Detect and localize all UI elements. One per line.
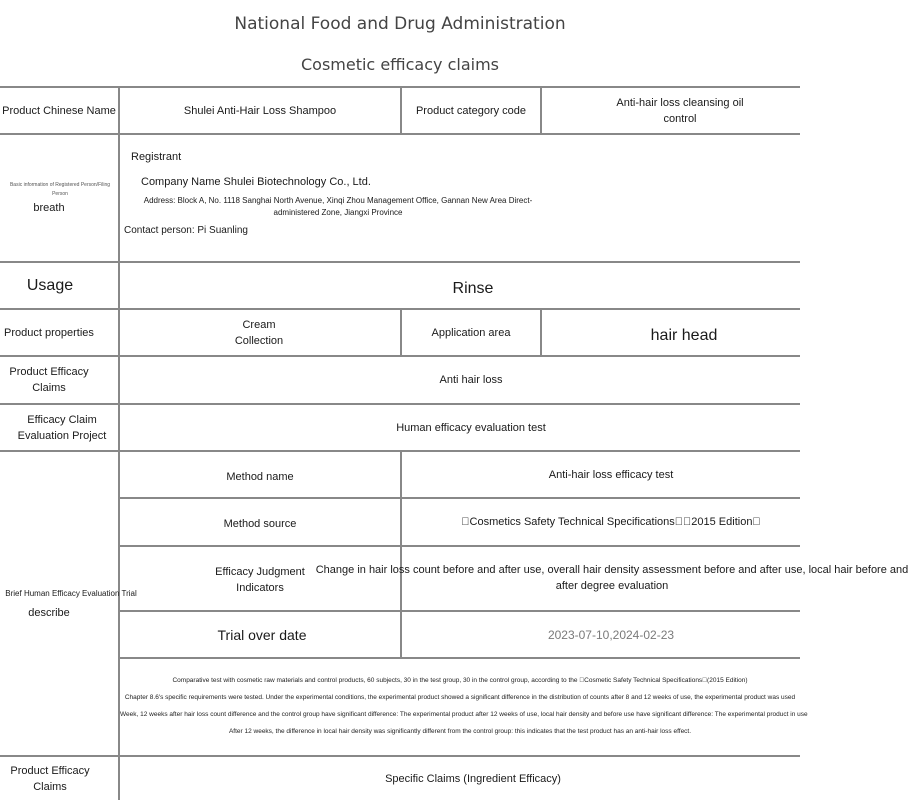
product-category-code-value: Anti-hair loss cleansing oil control (616, 96, 744, 125)
product-category-code-label: Product category code (415, 104, 527, 117)
specific-claims-value: Specific Claims (Ingredient Efficacy) (385, 772, 561, 785)
method-name-label: Method name (226, 470, 294, 483)
description-line: Comparative test with cosmetic raw materials and control products, 60 subjects, 30 in the test group, 30 in the control group, according to the  Cosmetic Safety Technical Specifications (2015 Edition) (172, 677, 748, 684)
application-area-label: Application area (431, 326, 511, 339)
company-name: Company Name Shulei Biotechnology Co., Ltd. (141, 176, 371, 188)
product-properties-value: Cream Collection (234, 318, 284, 347)
trial-date-value: 2023-07-10,2024-02-23 (547, 627, 675, 642)
agency-title: National Food and Drug Administration (234, 14, 566, 34)
efficacy-judgment-value: Change in hair loss count before and after use, overall hair density assessment before and after use, local hair before and after degree evaluation (315, 564, 909, 592)
product-chinese-name-value: Shulei Anti-Hair Loss Shampoo (183, 104, 337, 117)
row-divider (0, 133, 800, 135)
description-line: Week, 12 weeks after hair loss count difference and the control group have significant difference: The experimental product after 12 weeks of use, local hair density and before use have significant difference: The experimental product in use (120, 711, 808, 718)
column-divider (540, 86, 542, 133)
document-subtitle: Cosmetic efficacy claims (300, 55, 499, 74)
registrant-label-breath: breath (33, 202, 65, 214)
contact-person: Contact person: Pi Suanling (124, 225, 248, 236)
product-properties-label: Product properties (4, 326, 94, 339)
efficacy-judgment-label: Efficacy Judgment Indicators (215, 566, 305, 594)
efficacy-claims-label: Product Efficacy Claims (9, 365, 89, 394)
trial-date-label: Trial over date (217, 626, 307, 643)
brief-evaluation-label-describe: describe (28, 607, 70, 619)
description-line: Chapter 8.6's specific requirements were tested. Under the experimental conditions, the experimental product showed a significant difference in the distribution of counts after 8 and 12 weeks of use, the experimental product was used (124, 694, 796, 701)
registrant-title: Registrant (131, 151, 182, 163)
method-name-value: Anti-hair loss efficacy test (548, 468, 674, 481)
method-source-value:  Cosmetics Safety Technical Specifications  2015 Edition  (461, 516, 761, 528)
method-source-label: Method source (223, 517, 297, 530)
description-line: After 12 weeks, the difference in local hair density was significantly different from the control group: this indicates that the test product has an anti-hair loss effect. (228, 728, 692, 735)
brief-evaluation-label: Brief Human Efficacy Evaluation Trial (5, 589, 137, 598)
application-area-value: hair head (650, 326, 718, 344)
usage-label: Usage (26, 276, 74, 294)
row-divider (120, 657, 800, 659)
product-chinese-name-label: Product Chinese Name (2, 104, 116, 117)
efficacy-claims-value: Anti hair loss (439, 374, 503, 386)
registrant-small-label: Basic information of Registered Person/Filing Person (9, 182, 111, 197)
evaluation-project-value: Human efficacy evaluation test (396, 421, 546, 434)
usage-value: Rinse (452, 279, 494, 297)
address: Address: Block A, No. 1118 Sanghai North Avenue, Xinqi Zhou Management Office, Gannan New Area Direct-administered Zone, Jiangxi Province (143, 196, 533, 217)
evaluation-project-label: Efficacy Claim Evaluation Project (17, 413, 107, 442)
row-divider (0, 261, 800, 263)
efficacy-claims-label-2: Product Efficacy Claims (10, 764, 90, 793)
